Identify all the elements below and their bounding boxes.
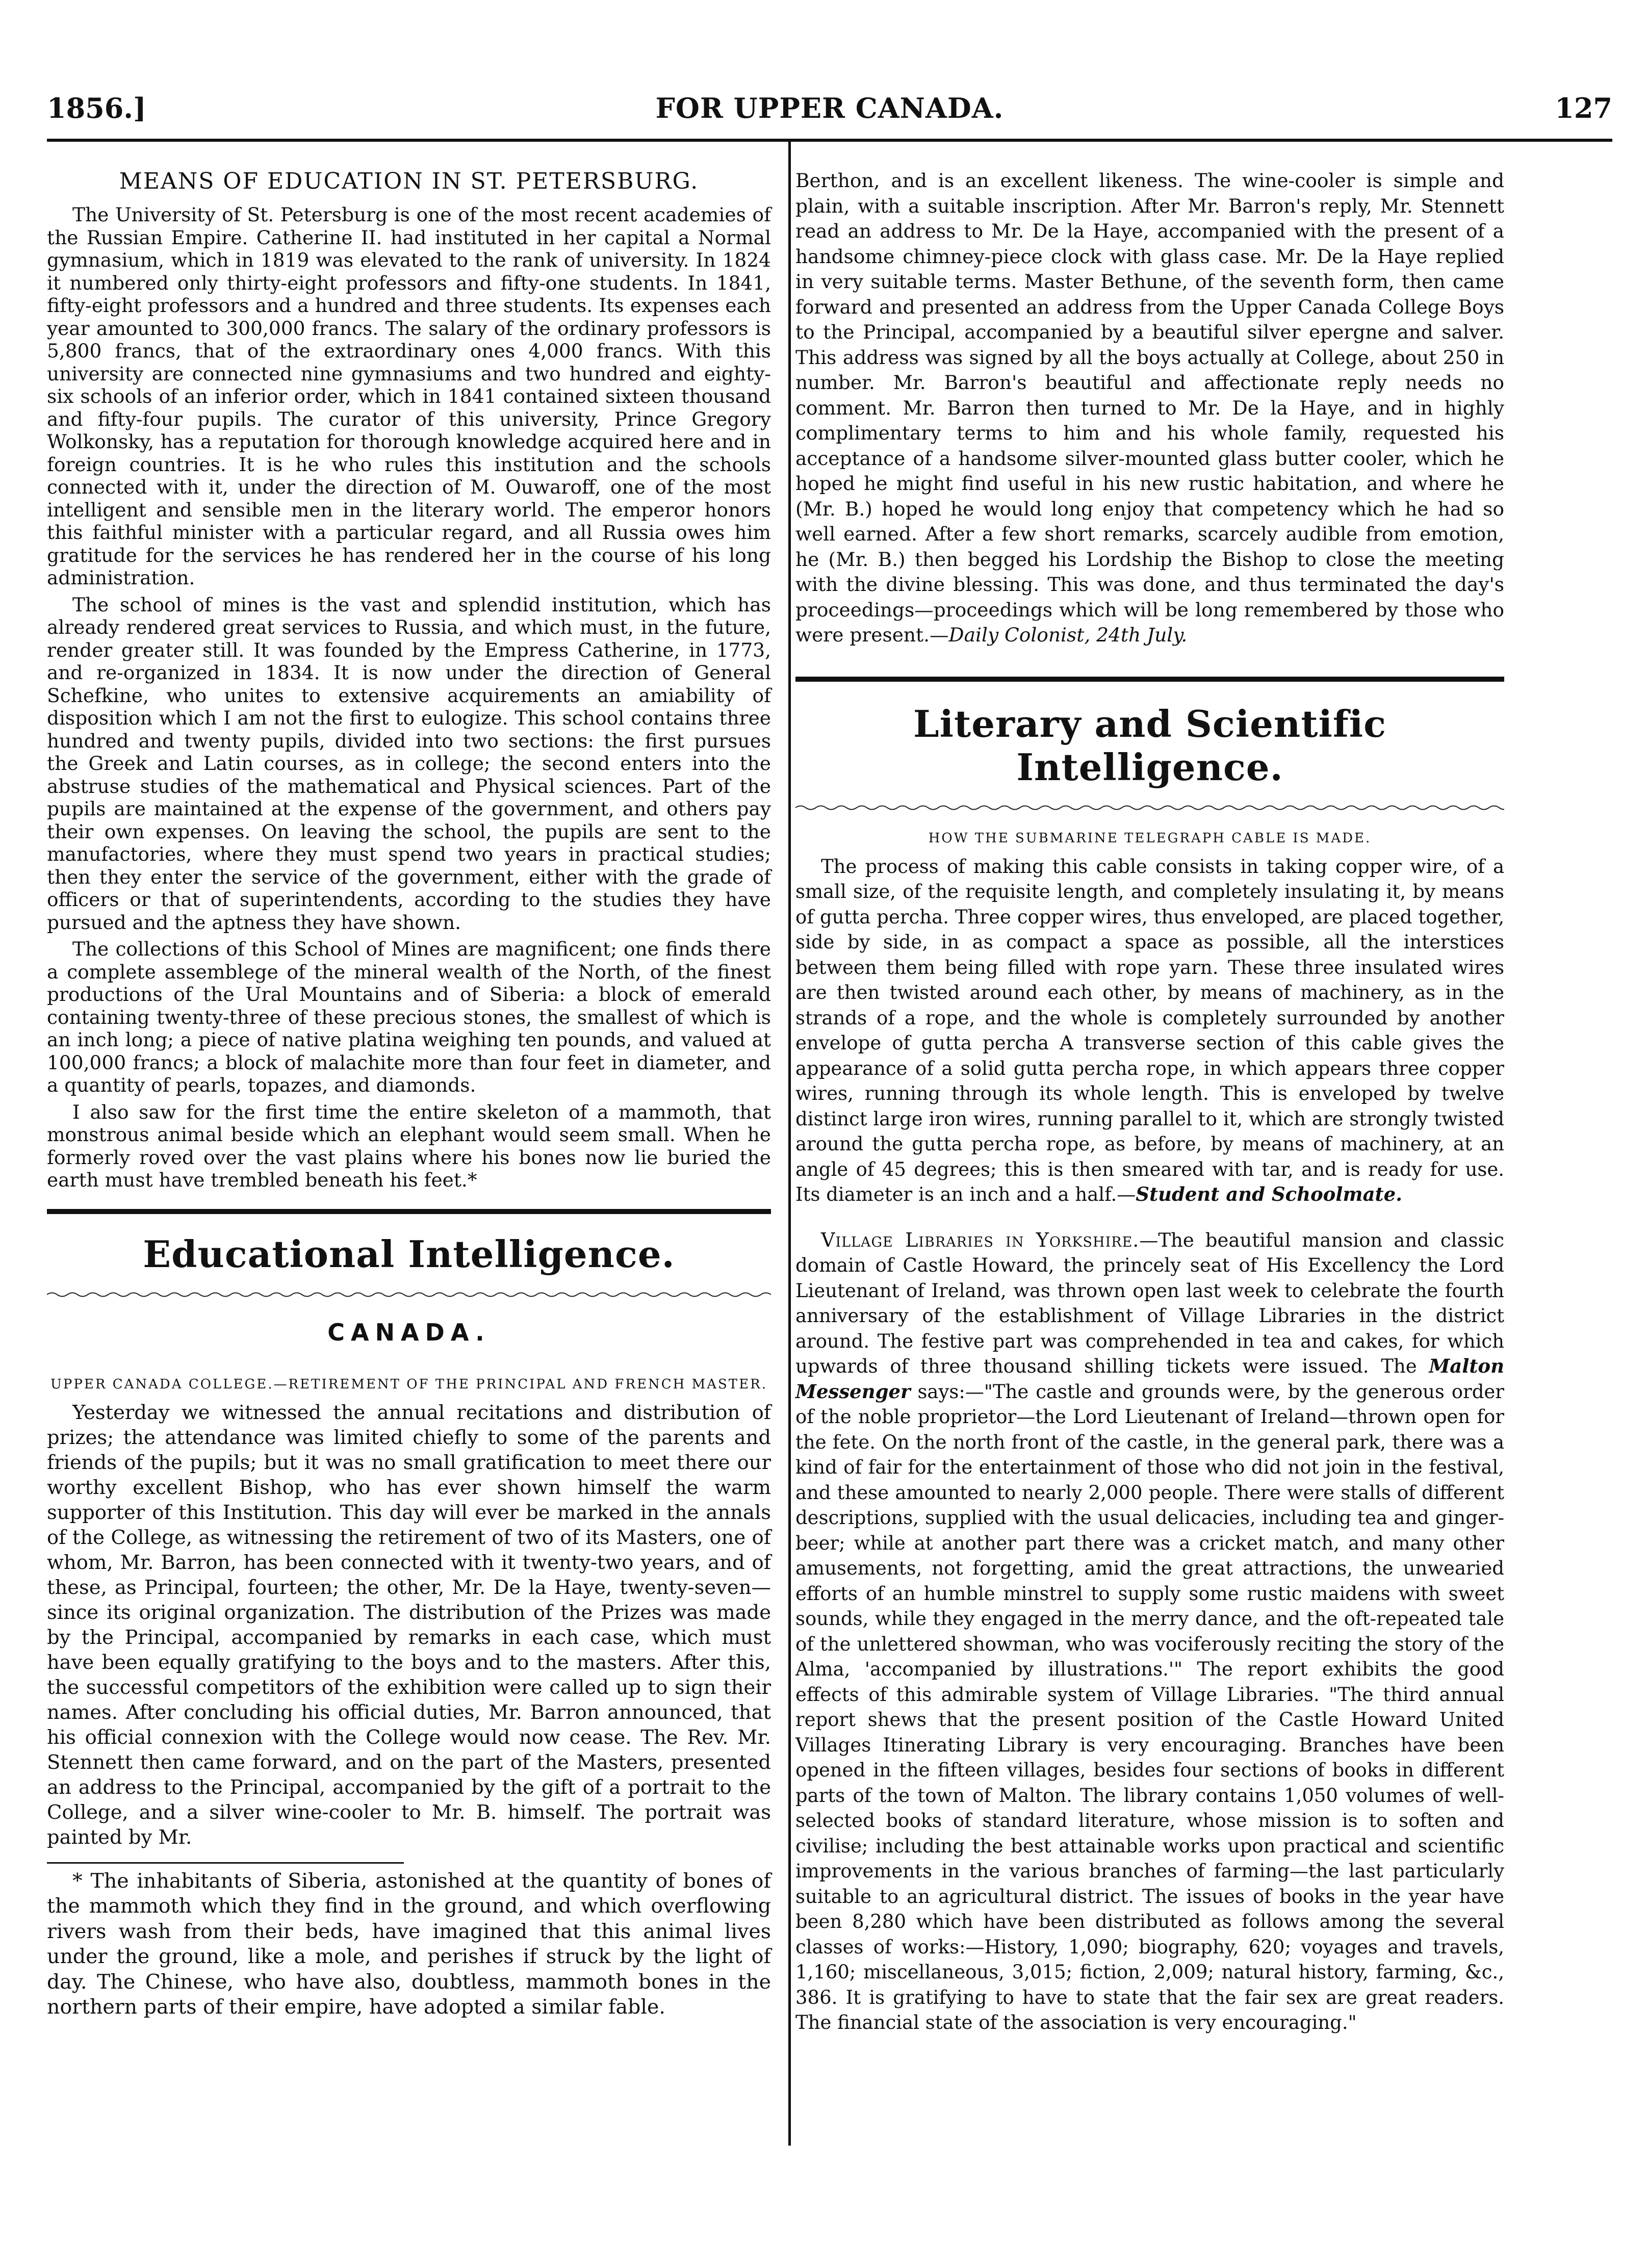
wavy-line — [47, 1291, 771, 1298]
village-source: Malton Messenger — [795, 1355, 1504, 1403]
footnote: * The inhabitants of Siberia, astonished at the quantity of bones of the mammoth which they find in the ground, and which overflowing rivers wash from their beds, have imagined that this animal lives under the ground, like a mole, and perishes if struck by the light of day. The Chinese, who have also, doubtless, mammoth bones in the northern parts of their empire, have adopted a similar fable. — [47, 1869, 771, 2019]
section-rule — [795, 677, 1504, 682]
village-lead: Village Libraries in Yorkshire. — [821, 1228, 1140, 1251]
left-column — [47, 168, 771, 2025]
article-body-st-petersburg — [47, 203, 771, 1192]
article-heading-cable: HOW THE SUBMARINE TELEGRAPH CABLE IS MADE. — [928, 830, 1372, 846]
article-title-st-petersburg: MEANS OF EDUCATION IN ST. PETERSBURG. — [119, 168, 699, 194]
page-number: 127 — [1555, 92, 1612, 124]
article-heading-ucc: UPPER CANADA COLLEGE.—RETIREMENT OF THE PRINCIPAL AND FRENCH MASTER. — [50, 1376, 767, 1392]
paragraph: I also saw for the first time the entire skeleton of a mammoth, that monstrous animal beside which an elephant would seem small. When he formerly roved over the vast plains where his bones now lie buried the earth must have trembled beneath his feet.* — [47, 1100, 771, 1191]
sub-heading-canada: CANADA. — [327, 1318, 491, 1346]
wavy-rule — [47, 1291, 771, 1298]
cable-text: The process of making this cable consists in taking copper wire, of a small size, of the requisite length, and completely insulating it, by means of gutta percha. Three copper wires, thus enveloped, are placed together, side by side, in as compact a space as possible, all the interstices between them being filled with rope yarn. These three insulated wires are then twisted around each other, by means of machinery, as in the strands of a rope, and the whole is completely surrounded by another envelope of gutta percha A transverse section of this cable gives the appearance of a solid gutta percha rope, in which appears three copper wires, running through its whole length. This is enveloped by twelve distinct large iron wires, running parallel to it, which are strongly twisted around the gutta percha rope, as before, by means of machinery, at an angle of 45 degrees; this is then smeared with tar, and is ready for use. Its diameter is an inch and a half.— — [795, 855, 1504, 1205]
article-body-village-libraries — [795, 1228, 1504, 2035]
continuation-paragraph — [795, 168, 1504, 648]
continuation-text: Berthon, and is an excellent likeness. The wine-cooler is simple and plain, with a suitable inscription. After Mr. Barron's reply, Mr. Stennett read an address to Mr. De la Haye, accompanied with the present of a handsome chimney-piece clock with glass case. Mr. De la Haye replied in very suitable terms. Master Bethune, of the seventh form, then came forward and presented an address from the Upper Canada College Boys to the Principal, accompanied by a beautiful silver epergne and salver. This address was signed by all the boys actually at College, about 250 in number. Mr. Barron's beautiful and affectionate reply needs no comment. Mr. Barron then turned to Mr. De la Haye, and in highly complimentary terms to him and his whole family, requested his acceptance of a handsome silver-mounted glass butter cooler, which he hoped he might find useful in his new rustic habitation, and where he (Mr. B.) hoped he would long enjoy that competency which he had so well earned. After a few short remarks, scarcely audible from emotion, he (Mr. B.) then begged his Lordship the Bishop to close the meeting with the divine blessing. This was done, and thus terminated the day's proceedings—proceedings which will be long remembered by those who were present.— — [795, 169, 1504, 646]
village-text-1: —The beautiful mansion and classic domain of Castle Howard, the princely seat of His Excellency the Lord Lieutenant of Ireland, was thrown open last week to celebrate the fourth anniversary of the establishment of Village Libraries in the district around. The festive part was comprehended in tea and cakes, for which upwards of three thousand shilling tickets were issued. The — [795, 1229, 1504, 1377]
paragraph: The school of mines is the vast and splendid institution, which has already rendered great services to Russia, and which must, in the future, render greater still. It was founded by the Empress Catherine, in 1773, and re-organized in 1834. It is now under the direction of General Schefkine, who unites to extensive acquirements an amiability of disposition which I am not the first to eulogize. This school contains three hundred and twenty pupils, divided into two sections: the first pursues the Greek and Latin courses, as in college; the second enters into the abstruse studies of the mathematical and Physical sciences. Part of the pupils are maintained at the expense of the government, and others pay their own expenses. On leaving the school, the pupils are sent to the manufactories, where they must spend two years in practical studies; then they enter the service of the government, either with the grade of officers or that of superintendents, according to the studies they have pursued and the aptness they have shown. — [47, 593, 771, 934]
wavy-line — [795, 804, 1504, 811]
column-divider — [788, 142, 791, 2146]
header-title: FOR UPPER CANADA. — [655, 92, 1004, 124]
section-heading-literary: Literary and Scientific Intelligence. — [913, 702, 1386, 789]
page-header — [47, 92, 1612, 133]
paragraph: The collections of this School of Mines are magnificent; one finds there a complete assemblege of the mineral wealth of the North, of the finest productions of the Ural Mountains and of Siberia: a block of emerald containing twenty-three of these precious stones, the smallest of which is an inch long; a piece of native platina weighing ten pounds, and valued at 100,000 francs; a block of malachite more than four feet in diameter, and a quantity of pearls, topazes, and diamonds. — [47, 938, 771, 1096]
paragraph: The University of St. Petersburg is one of the most recent academies of the Russian Empire. Catherine II. had instituted in her capital a Normal gymnasium, which in 1819 was elevated to the rank of university. In 1824 it numbered only thirty-eight professors and fifty-one students. In 1841, fifty-eight professors and a hundred and three students. Its expenses each year amounted to 300,000 francs. The salary of the ordinary professors is 5,800 francs, that of the extraordinary ones 4,000 francs. With this university are connected nine gymnasiums and two hundred and eighty-six schools of an inferior order, which in 1841 contained sixteen thousand and fifty-four pupils. The curator of this university, Prince Gregory Wolkonsky, has a reputation for thorough knowledge acquired here and in foreign countries. It is he who rules this institution and the schools connected with it, under the direction of M. Ouwaroff, one of the most intelligent and sensible men in the literary world. The emperor honors this faithful minister with a particular regard, and all Russia owes him gratitude for the services he has rendered her in the course of his long administration. — [47, 203, 771, 589]
wavy-rule — [795, 804, 1504, 811]
village-text-2: says:—"The castle and grounds were, by the generous order of the noble proprietor—the Lord Lieutenant of Ireland—thrown open for the fete. On the north front of the castle, in the general park, there was a kind of fair for the entertainment of those who did not join in the festival, and these amounted to nearly 2,000 people. There were stalls of different descriptions, supplied with the usual delicacies, including tea and ginger-beer; while at another part there was a cricket match, and many other amusements, not forgetting, amid the great attractions, the unwearied efforts of an humble minstrel to supply some rustic maidens with sweet sounds, while they engaged in the merry dance, and the oft-repeated tale of the unlettered showman, who was vociferously reciting the story of the Alma, 'accompanied by illustrations.'" The report exhibits the good effects of this admirable system of Village Libraries. "The third annual report shews that the present position of the Castle Howard United Villages Itinerating Library is very encouraging. Branches have been opened in the fifteen villages, besides four sections of books in different parts of the town of Malton. The library contains 1,050 volumes of well-selected books of standard literature, whose mission is to soften and civilise; including the best attainable works upon practical and scientific improvements in the various branches of farming—the last particularly suitable to an agricultural district. The issues of books in the year have been 8,280 which have been distributed as follows among the several classes of works:—History, 1,090; biography, 620; voyages and travels, 1,160; miscellaneous, 3,015; fiction, 2,009; natural history, farming, &c., 386. It is gratifying to have to state that the fair sex are great readers. The financial state of the association is very encouraging." — [795, 1380, 1504, 2033]
section-heading-educational: Educational Intelligence. — [143, 1232, 675, 1276]
right-column — [795, 168, 1504, 2041]
article-body-ucc: Yesterday we witnessed the annual recitations and distribution of prizes; the attendance was limited chiefly to some of the parents and friends of the pupils; but it was no small gratification to meet there our worthy excellent Bishop, who has ever shown himself the warm supporter of this Institution. This day will ever be marked in the annals of the College, as witnessing the retirement of two of its Masters, one of whom, Mr. Barron, has been connected with it twenty-two years, and of these, as Principal, fourteen; the other, Mr. De la Haye, twenty-seven—since its original organization. The distribution of the Prizes was made by the Principal, accompanied by remarks in each case, which must have been equally gratifying to the boys and to the masters. After this, the successful competitors of the exhibition were called up to sign their names. After concluding his official duties, Mr. Barron announced, that his official connexion with the College would now cease. The Rev. Mr. Stennett then came forward, and on the part of the Masters, presented an address to the Principal, accompanied by the gift of a portrait to the College, and a silver wine-cooler to Mr. B. himself. The portrait was painted by Mr. — [47, 1401, 771, 1849]
header-rule — [47, 139, 1612, 142]
section-rule — [47, 1209, 771, 1214]
article-body-cable — [795, 854, 1504, 1207]
header-year: 1856.] — [47, 92, 146, 124]
cable-source: Student and Schoolmate. — [1136, 1183, 1403, 1205]
continuation-source: Daily Colonist, 24th July. — [948, 624, 1188, 646]
